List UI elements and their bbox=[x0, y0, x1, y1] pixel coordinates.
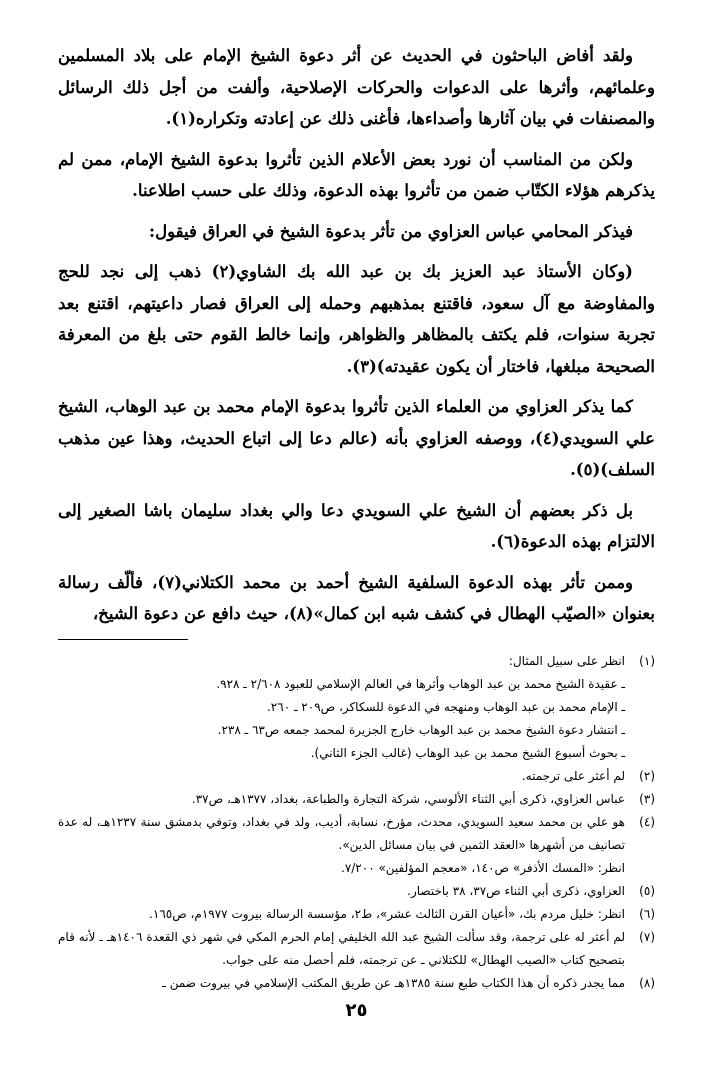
footnote-text: هو علي بن محمد سعيد السويدي، محدث، مؤرخ، نسابة، أديب، ولد في بغداد، وتوفي بدمشق سنة ١٢٣٧هـ، له عدة تصانيف من أشهرها «العقد الثمين في بيان مسائل الدين». bbox=[58, 814, 626, 852]
body-text bbox=[58, 40, 655, 630]
footnote bbox=[58, 972, 655, 995]
footnote-separator bbox=[58, 639, 188, 640]
footnote-number: (٧) bbox=[639, 929, 655, 944]
footnote-number: (١) bbox=[639, 653, 655, 668]
page-number: ٢٥ bbox=[345, 1000, 368, 1021]
footnote-text: انظر: خليل مردم بك، «أعيان القرن الثالث عشر»، ط٢، مؤسسة الرسالة بيروت ١٩٧٧م، ص١٦٥. bbox=[149, 906, 625, 921]
footnote-text: عباس العزاوي، ذكرى أبي الثناء الألوسي، شركة التجارة والطباعة، بغداد، ١٣٧٧هـ، ص٣٧. bbox=[191, 791, 625, 806]
footnote-number: (٦) bbox=[639, 906, 655, 921]
body-paragraph: وممن تأثر بهذه الدعوة السلفية الشيخ أحمد بن محمد الكتلاني(٧)، فألّف رسالة بعنوان «الصيّب الهطال في كشف شبه ابن كمال»(٨)، حيث دافع عن دعوة الشيخ، bbox=[58, 572, 655, 623]
body-paragraph: (وكان الأستاذ عبد العزيز بك بن عبد الله بك الشاوي(٢) ذهب إلى نجد للحج والمفاوضة مع آل سعود، فاقتنع بمذهبهم وحمله إلى العراق فصار داعيتهم، اقتنع بعد تجربة سنوات، فلم يكتف بالمظاهر والظواهر، وإنما خالط القوم حتى بلغ من المعرفة الصحيحة مبلغها، فاختار أن يكون عقيدته)(٣). bbox=[58, 262, 655, 376]
footnote-text: لم أعثر على ترجمته. bbox=[521, 768, 625, 783]
footnote-text: لم أعثر له على ترجمة، وقد سألت الشيخ عبد الله الخليفي إمام الحرم المكي في شهر ذي القعدة ١٤٠٦هـ ـ لأنه قام بتصحيح كتاب «الصيب الهطال» للكتلاني ـ عن ترجمته، فلم أحصل منه على جواب. bbox=[58, 929, 625, 967]
page-content bbox=[58, 40, 655, 995]
footnote-text: مما يجدر ذكره أن هذا الكتاب طبع سنة ١٣٨٥هـ عن طريق المكتب الإسلامي في بيروت ضمن ـ bbox=[162, 975, 625, 990]
footnote-number: (٣) bbox=[639, 791, 655, 806]
footnote-number: (٢) bbox=[639, 768, 655, 783]
footnote-sub-item: ـ عقيدة الشيخ محمد بن عبد الوهاب وأثرها في العالم الإسلامي للعبود ٢/٦٠٨ ـ ٩٢٨. bbox=[216, 676, 625, 691]
footnote bbox=[58, 903, 655, 926]
footnote bbox=[58, 926, 655, 972]
footnotes bbox=[58, 650, 655, 995]
body-paragraph: ولكن من المناسب أن نورد بعض الأعلام الذين تأثروا بدعوة الشيخ الإمام، ممن لم يذكرهم هؤلاء الكتّاب ضمن من تأثروا بهذه الدعوة، وذلك على حسب اطلاعنا. bbox=[58, 149, 655, 200]
footnote-sub-item: ـ الإمام محمد بن عبد الوهاب ومنهجه في الدعوة للسكاكر، ص٢٠٩ ـ ٢٦٠. bbox=[266, 699, 625, 714]
footnote-text: العزاوي، ذكرى أبي الثناء ص٣٧، ٣٨ باختصار. bbox=[407, 883, 625, 898]
footnote bbox=[58, 765, 655, 788]
footnote-number: (٨) bbox=[639, 975, 655, 990]
body-paragraph: بل ذكر بعضهم أن الشيخ علي السويدي دعا والي بغداد سليمان باشا الصغير إلى الالتزام بهذه الدعوة(٦). bbox=[58, 500, 655, 551]
body-paragraph: كما يذكر العزاوي من العلماء الذين تأثروا بدعوة الإمام محمد بن عبد الوهاب، الشيخ علي السويدي(٤)، ووصفه العزاوي بأنه (عالم دعا إلى اتباع الحديث، وهذا عين مذهب السلف)(٥). bbox=[58, 397, 655, 479]
footnote-sub-item: ـ انتشار دعوة الشيخ محمد بن عبد الوهاب خارج الجزيرة لمحمد جمعه ص٦٣ ـ ٢٣٨. bbox=[217, 722, 625, 737]
footnote-sub-item: ـ بحوث أسبوع الشيخ محمد بن عبد الوهاب (غالب الجزء الثاني). bbox=[310, 745, 625, 760]
footnote bbox=[58, 650, 655, 673]
body-paragraph: فيذكر المحامي عباس العزاوي من تأثر بدعوة الشيخ في العراق فيقول: bbox=[149, 221, 633, 241]
footnote-number: (٤) bbox=[639, 814, 655, 829]
footnote bbox=[58, 788, 655, 811]
footnote bbox=[58, 880, 655, 903]
footnote bbox=[58, 811, 655, 857]
footnote-sub-item: انظر: «المسك الأذفر» ص١٤٠، «معجم المؤلفين» ٧/٢٠٠. bbox=[340, 860, 625, 875]
footnote-number: (٥) bbox=[639, 883, 655, 898]
footnote-text: انظر على سبيل المثال: bbox=[508, 653, 625, 668]
body-paragraph: ولقد أفاض الباحثون في الحديث عن أثر دعوة الشيخ الإمام على بلاد المسلمين وعلمائهم، وأثرها على الدعوات والحركات الإصلاحية، وألفت من أجل ذلك الرسائل والمصنفات في بيان آثارها وأصداءها، فأغنى ذلك عن إعادته وتكراره(١). bbox=[58, 46, 655, 128]
